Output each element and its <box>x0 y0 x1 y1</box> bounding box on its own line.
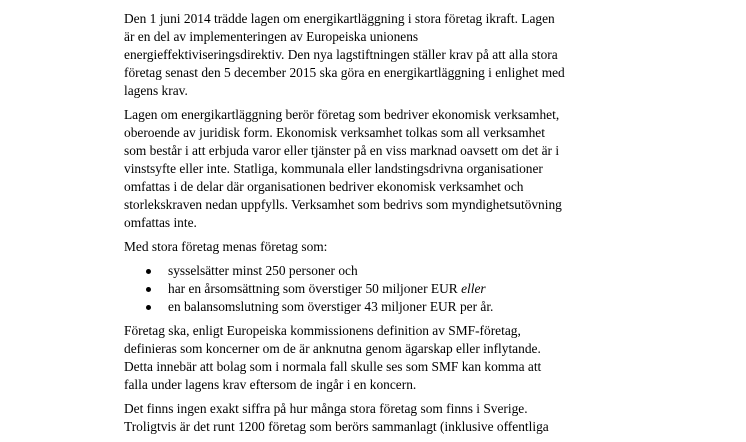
bullet-dot-icon <box>146 269 151 274</box>
text-line: som består i att erbjuda varor eller tjänster på en viss marknad oavsett om det är i <box>124 143 560 158</box>
text-line: definieras som koncerner om de är anknutna genom ägarskap eller inflytande. <box>124 341 541 356</box>
text-line: Med stora företag menas företag som: <box>124 239 328 254</box>
text-line: Den 1 juni 2014 trädde lagen om energikartläggning i stora företag ikraft. Lagen <box>124 11 555 26</box>
text-line: lagens krav. <box>124 83 188 98</box>
bullet-item-turnover <box>124 280 629 298</box>
text-line: storlekskraven nedan uppfylls. Verksamhet som bedrivs som myndighetsutövning <box>124 197 562 212</box>
text-line: Det finns ingen exakt siffra på hur många stora företag som finns i Sverige. <box>124 401 528 416</box>
bullet-dot-icon <box>146 305 151 310</box>
paragraph-law-introduction <box>124 10 629 100</box>
text-line: falla under lagens krav eftersom de ingår i en koncern. <box>124 377 417 392</box>
text-line: oberoende av juridisk form. Ekonomisk verksamhet tolkas som all verksamhet <box>124 125 545 140</box>
text-line: omfattas i de delar där organisationen bedriver ekonomisk verksamhet och <box>124 179 524 194</box>
criteria-bullet-list <box>124 262 629 316</box>
text-line: Företag ska, enligt Europeiska kommissionens definition av SMF-företag, <box>124 323 521 338</box>
bullet-item-balance-sheet <box>124 298 629 316</box>
bullet-text <box>168 281 486 296</box>
paragraph-group-definition <box>124 322 629 394</box>
bullet-text: sysselsätter minst 250 personer och <box>168 263 358 278</box>
text-line: vinstsyfte eller inte. Statliga, kommunala eller landstingsdrivna organisationer <box>124 161 543 176</box>
text-line: är en del av implementeringen av Europeiska unionens <box>124 29 419 44</box>
paragraph-company-count <box>124 400 629 436</box>
document-page <box>124 10 629 442</box>
bullet-item-employees <box>124 262 629 280</box>
bullet-text-emphasis: eller <box>461 281 486 296</box>
text-line: Lagen om energikartläggning berör företag som bedriver ekonomisk verksamhet, <box>124 107 560 122</box>
paragraph-large-companies-intro <box>124 238 629 256</box>
bullet-text: en balansomslutning som överstiger 43 miljoner EUR per år. <box>168 299 494 314</box>
text-line: energieffektiviseringsdirektiv. Den nya lagstiftningen ställer krav på att alla stora <box>124 47 558 62</box>
text-line: Detta innebär att bolag som i normala fall skulle ses som SMF kan komma att <box>124 359 542 374</box>
text-line: Troligtvis är det runt 1200 företag som berörs sammanlagt (inklusive offentliga <box>124 419 549 434</box>
bullet-dot-icon <box>146 287 151 292</box>
bullet-text-main: har en årsomsättning som överstiger 50 miljoner EUR <box>168 281 462 296</box>
paragraph-scope <box>124 106 629 232</box>
text-line: företag senast den 5 december 2015 ska göra en energikartläggning i enlighet med <box>124 65 565 80</box>
text-line: omfattas inte. <box>124 215 197 230</box>
